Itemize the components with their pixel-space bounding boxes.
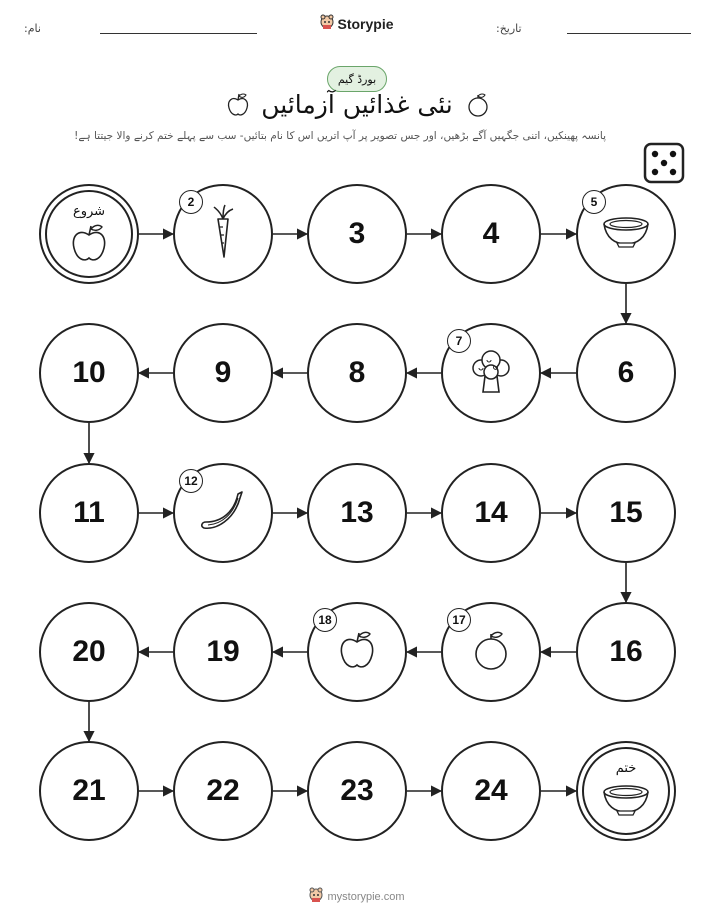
- space-number: 6: [617, 356, 635, 389]
- space-number-badge: 17: [447, 608, 471, 632]
- board-space-19[interactable]: [173, 602, 273, 702]
- space-number-badge: 7: [447, 329, 471, 353]
- start-label: شروع: [72, 204, 106, 219]
- board-space-6[interactable]: [576, 323, 676, 423]
- apple-icon: [69, 221, 109, 269]
- space-number: 16: [609, 635, 643, 668]
- board-space-20[interactable]: [39, 602, 139, 702]
- board-space-13[interactable]: [307, 463, 407, 563]
- page-title: نئی غذائیں آزمائیں: [261, 90, 453, 119]
- board-game-badge: بورڈ گیم: [327, 66, 387, 92]
- board-space-9[interactable]: [173, 323, 273, 423]
- board-space-11[interactable]: [39, 463, 139, 563]
- board-space-3[interactable]: [307, 184, 407, 284]
- storypie-logo-icon: [309, 887, 323, 906]
- apple-icon: [337, 628, 377, 676]
- board-space-end[interactable]: [576, 741, 676, 841]
- space-number: 8: [348, 356, 366, 389]
- space-number-badge: 5: [582, 190, 606, 214]
- board-space-21[interactable]: [39, 741, 139, 841]
- space-number: 4: [482, 217, 500, 250]
- space-number: 24: [474, 774, 508, 807]
- board-space-14[interactable]: [441, 463, 541, 563]
- space-number: 23: [340, 774, 374, 807]
- banana-icon: [198, 488, 248, 538]
- space-number: 20: [72, 635, 106, 668]
- board-space-22[interactable]: [173, 741, 273, 841]
- date-label: تاریخ:: [496, 22, 522, 35]
- board-space-24[interactable]: [441, 741, 541, 841]
- board-space-4[interactable]: [441, 184, 541, 284]
- space-number: 10: [72, 356, 106, 389]
- board-space-16[interactable]: [576, 602, 676, 702]
- footer: [0, 887, 714, 906]
- space-number-badge: 12: [179, 469, 203, 493]
- board-space-23[interactable]: [307, 741, 407, 841]
- space-number: 11: [73, 496, 105, 529]
- space-number: 13: [340, 496, 374, 529]
- board-space-10[interactable]: [39, 323, 139, 423]
- space-number: 22: [206, 774, 240, 807]
- space-number: 14: [474, 496, 508, 529]
- space-number-badge: 2: [179, 190, 203, 214]
- space-number: 19: [206, 635, 240, 668]
- brand-name: Storypie: [337, 15, 394, 32]
- space-number: 21: [72, 774, 106, 807]
- instructions: پانسہ پھینکیں، اتنی جگہیں آگے بڑھیں، اور جس تصویر پر آپ اتریں اس کا نام بتائیں- سب سے پہلے ختم کرنے والا جیتتا ہے!: [74, 130, 606, 142]
- orange-icon: [471, 628, 511, 676]
- end-label: ختم: [615, 761, 637, 776]
- board-space-15[interactable]: [576, 463, 676, 563]
- name-label: نام:: [24, 22, 41, 35]
- broccoli-icon: [467, 346, 515, 400]
- footer-url: mystorypie.com: [327, 890, 405, 903]
- carrot-icon: [208, 203, 238, 265]
- space-number: 3: [348, 217, 366, 250]
- bowl-icon: [601, 784, 651, 820]
- space-number: 9: [214, 356, 232, 389]
- bowl-icon: [601, 216, 651, 252]
- space-number: 15: [609, 496, 643, 529]
- board-space-8[interactable]: [307, 323, 407, 423]
- board-space-start[interactable]: [39, 184, 139, 284]
- space-number-badge: 18: [313, 608, 337, 632]
